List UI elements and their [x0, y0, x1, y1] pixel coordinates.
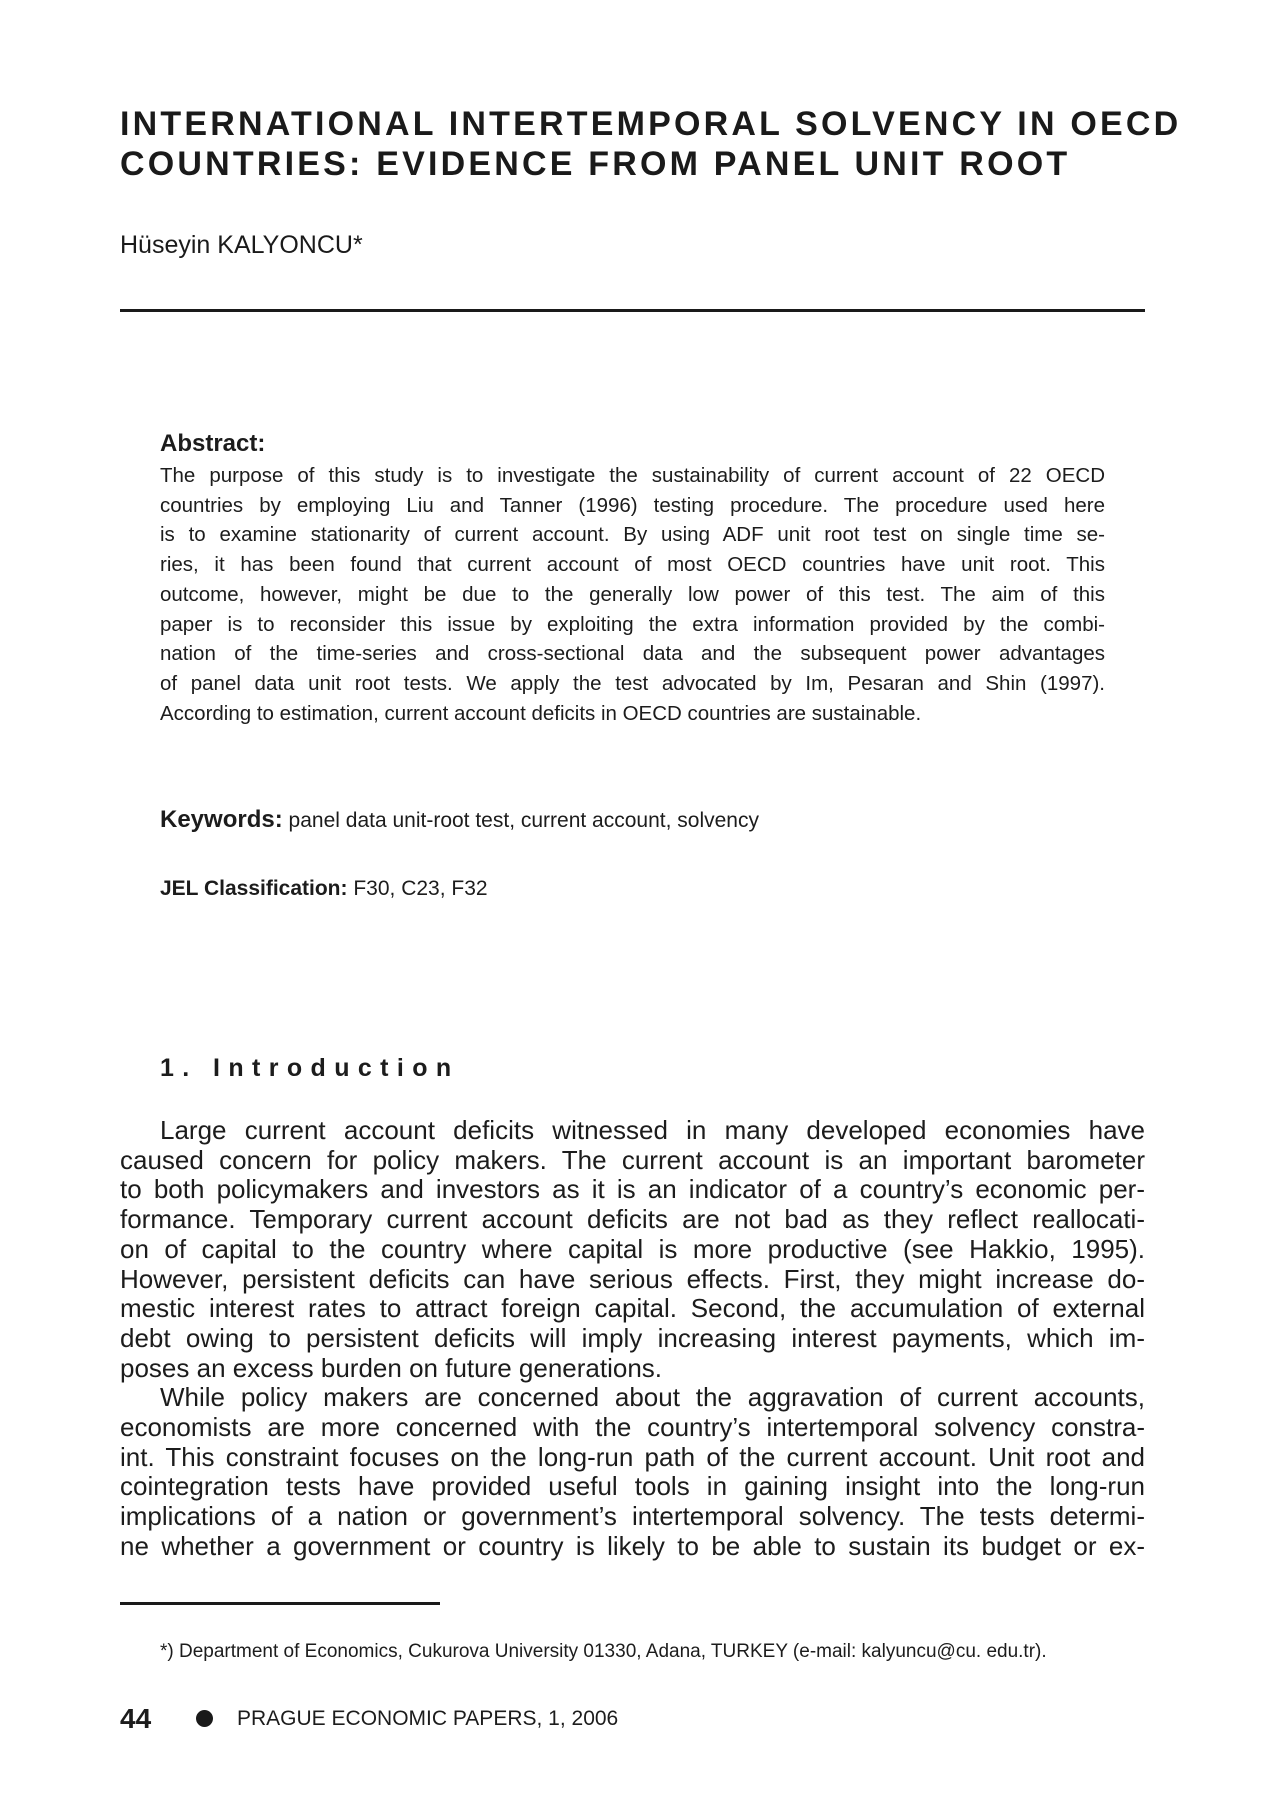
jel-classification [160, 874, 488, 904]
abstract-line: outcome, however, might be due to the generally low power of this test. The aim of this [160, 582, 1105, 606]
body-line: implications of a nation or government’s intertemporal solvency. The tests determi- [120, 1501, 1145, 1532]
abstract-line: of panel data unit root tests. We apply the test advocated by Im, Pesaran and Shin (1997). [160, 671, 1105, 695]
header-divider [120, 309, 1145, 312]
body-line: formance. Temporary current account deficits are not bad as they reflect reallocati- [120, 1204, 1145, 1235]
section-heading-introduction: 1. Introduction [160, 1054, 460, 1082]
body-line: on of capital to the country where capital is more productive (see Hakkio, 1995). [120, 1233, 1145, 1264]
abstract-line: is to examine stationarity of current account. By using ADF unit root test on single time se- [160, 523, 1105, 547]
abstract-line: The purpose of this study is to investigate the sustainability of current account of 22 OECD [160, 464, 1105, 487]
body-line: caused concern for policy makers. The current account is an important barometer [120, 1144, 1145, 1175]
bullet-icon [196, 1710, 213, 1727]
abstract-text [160, 461, 1105, 728]
jel-label: JEL Classification: [160, 877, 348, 900]
page-number: 44 [120, 1703, 152, 1734]
body-line: mestic interest rates to attract foreign capital. Second, the accumulation of external [120, 1293, 1145, 1324]
paper-title [120, 104, 1182, 184]
body-line: However, persistent deficits can have serious effects. First, they might increase do- [120, 1263, 1145, 1294]
body-line: cointegration tests have provided useful tools in gaining insight into the long-run [120, 1471, 1145, 1502]
title-line: COUNTRIES: EVIDENCE FROM PANEL UNIT ROOT [120, 145, 1071, 183]
abstract-heading: Abstract: [160, 430, 266, 457]
body-line: economists are more concerned with the country’s intertemporal solvency constra- [120, 1412, 1145, 1443]
body-line: poses an excess burden on future generations. [120, 1352, 663, 1383]
keywords-value: panel data unit-root test, current account, solvency [288, 809, 759, 832]
abstract-line: ries, it has been found that current account of most OECD countries have unit root. This [160, 553, 1105, 577]
keywords [160, 805, 759, 836]
abstract-line: According to estimation, current account deficits in OECD countries are sustainable. [160, 701, 922, 725]
author-name: Hüseyin KALYONCU* [120, 231, 363, 259]
body-line: While policy makers are concerned about the aggravation of current accounts, [160, 1382, 1145, 1413]
abstract-line: countries by employing Liu and Tanner (1996) testing procedure. The procedure used here [160, 493, 1105, 517]
title-line: INTERNATIONAL INTERTEMPORAL SOLVENCY IN OECD [120, 105, 1182, 143]
body-line: to both policymakers and investors as it is an indicator of a country’s economic per- [120, 1174, 1145, 1205]
footnote: *) Department of Economics, Cukurova University 01330, Adana, TURKEY (e-mail: kalyuncu@cu. edu.tr). [160, 1641, 1047, 1662]
body-line: ne whether a government or country is likely to be able to sustain its budget or ex- [120, 1530, 1145, 1561]
journal-name: PRAGUE ECONOMIC PAPERS, 1, 2006 [237, 1707, 619, 1730]
body-line: debt owing to persistent deficits will imply increasing interest payments, which im- [120, 1322, 1145, 1353]
body-line: int. This constraint focuses on the long-run path of the current account. Unit root and [120, 1441, 1145, 1472]
footnote-divider [120, 1602, 440, 1605]
jel-value: F30, C23, F32 [353, 877, 488, 900]
body-line: Large current account deficits witnessed in many developed economies have [160, 1115, 1145, 1145]
abstract-line: paper is to reconsider this issue by exploiting the extra information provided by the combi- [160, 612, 1105, 636]
abstract-line: nation of the time-series and cross-sectional data and the subsequent power advantages [160, 642, 1105, 666]
introduction-text [120, 1116, 1145, 1562]
keywords-label: Keywords: [160, 806, 283, 833]
